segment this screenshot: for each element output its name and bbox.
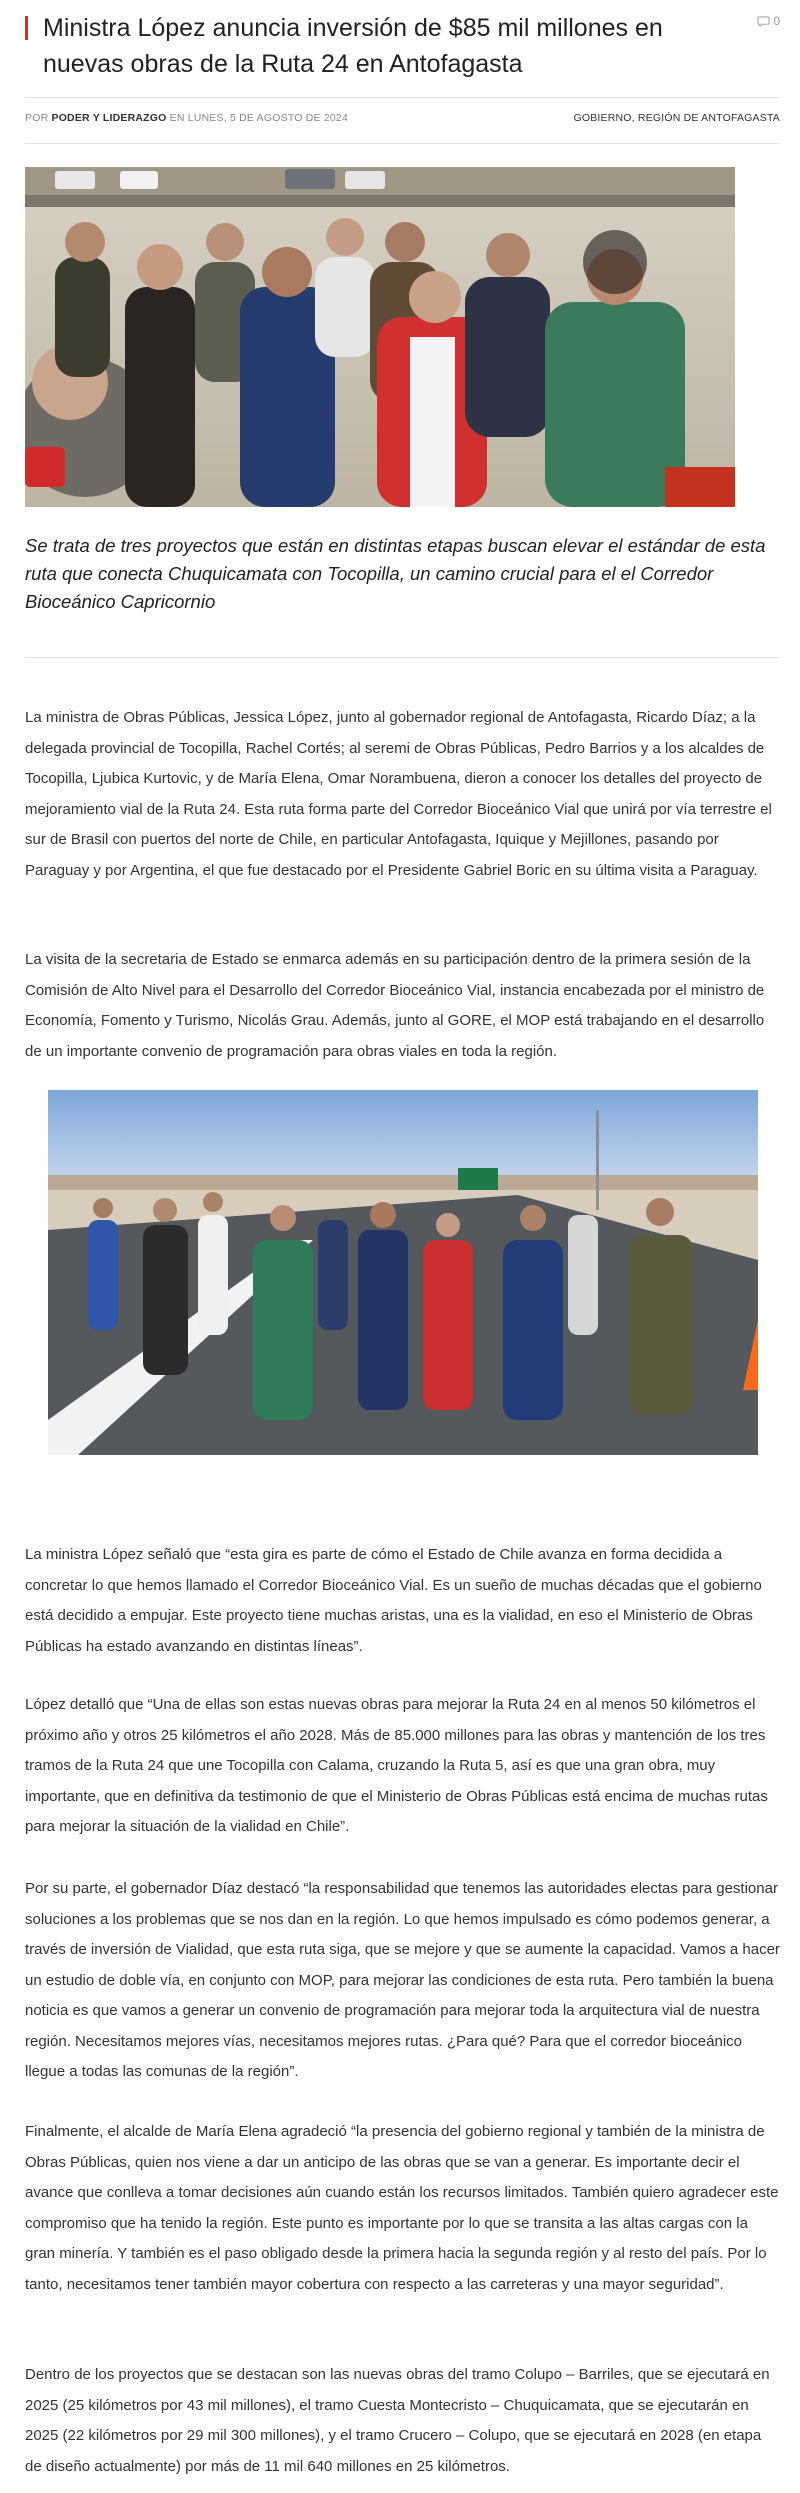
- officials-walking-photo: [48, 1090, 758, 1455]
- paragraph-5: Por su parte, el gobernador Díaz destacó “la responsabilidad que tenemos las autoridades electas para gestionar soluciones a los problemas que se nos dan en la región. Lo que hemos impulsado es cómo podemos generar, a través de inversión de Vialidad, que esta ruta siga, que se mejore y que se aumente la capacidad. Vamos a hacer un estudio de doble vía, en conjunto con MOP, para mejorar las condiciones de esta ruta. Pero también la buena noticia es que vamos a generar un convenio de programación para mejorar toda la arquitectura vial de nuestra región. Necesitamos mejores vías, necesitamos mejores rutas. ¿Para qué? Para que el corredor bioceánico llegue a todas las comunas de la región”.: [25, 1880, 780, 2080]
- author-link[interactable]: PODER Y LIDERAZGO: [51, 112, 167, 124]
- paragraph-2: La visita de la secretaria de Estado se enmarca además en su participación dentro de la primera sesión de la Comisión de Alto Nivel para el Desarrollo del Corredor Bioceánico Vial, instancia encabezada por el ministro de Economía, Fomento y Turismo, Nicolás Grau. Además, junto al GORE, el MOP está trabajando en el desarrollo de un importante convenio de programación para obras viales en toda la región.: [25, 951, 765, 1060]
- meta-date: EN LUNES, 5 DE AGOSTO DE 2024: [169, 112, 348, 124]
- paragraph-4: López detalló que “Una de ellas son estas nuevas obras para mejorar la Ruta 24 en al menos 50 kilómetros el próximo año y otros 25 kilómetros el año 2028. Más de 85.000 millones para las obras y mantención de los tres tramos de la Ruta 24 que une Tocopilla con Calama, cruzando la Ruta 5, así es que una gran obra, muy importante, que en definitiva da testimonio de que el Ministerio de Obras Públicas está encima de muchas rutas para mejorar la situación de la vialidad en Chile”.: [25, 1696, 768, 1835]
- comments-link[interactable]: [757, 14, 780, 28]
- officials-group-photo: [25, 167, 735, 507]
- article-title: Ministra López anuncia inversión de $85 mil millones en nuevas obras de la Ruta 24 en Antofagasta: [43, 14, 663, 78]
- caption-divider: [25, 657, 780, 658]
- paragraph-3: La ministra López señaló que “esta gira es parte de cómo el Estado de Chile avanza en forma decidida a concretar lo que hemos llamado el Corredor Bioceánico Vial. Es un sueño de muchas décadas que el gobierno está decidido a empujar. Este proyecto tiene muchas aristas, una es la vialidad, en eso el Ministerio de Obras Públicas ha estado avanzando en distintas líneas”.: [25, 1546, 762, 1655]
- article-meta: [25, 112, 780, 124]
- paragraph-6: Finalmente, el alcalde de María Elena agradeció “la presencia del gobierno regional y también de la ministra de Obras Públicas, quien nos viene a dar un anticipo de las obras que se van a generar. Es importante decir el avance que conlleva a tomar decisiones aún cuando están los recursos limitados. También quiero agradecer este compromiso que ha tenido la región. Este punto es importante por lo que se transita a las altas cargas con la gran minería. Y también es el paso obligado desde la primera hacia la segunda región y al resto del país. Por lo tanto, necesitamos tener también mayor cobertura con respecto a las carreteras y una mayor seguridad”.: [25, 2123, 779, 2293]
- category-links[interactable]: GOBIERNO, REGIÓN DE ANTOFAGASTA: [573, 112, 780, 124]
- meta-by-label: POR: [25, 112, 49, 124]
- comment-icon: [757, 16, 770, 27]
- paragraph-1: La ministra de Obras Públicas, Jessica López, junto al gobernador regional de Antofagasta, Ricardo Díaz; a la delegada provincial de Tocopilla, Rachel Cortés; al seremi de Obras Públicas, Pedro Barrios y a los alcaldes de Tocopilla, Ljubica Kurtovic, y de María Elena, Omar Norambuena, dieron a conocer los detalles del proyecto de mejoramiento vial de la Ruta 24. Esta ruta forma parte del Corredor Bioceánico Vial que unirá por vía terrestre el sur de Brasil con puertos del norte de Chile, en particular Antofagasta, Iquique y Mejillones, pasando por Paraguay y por Argentina, el que fue destacado por el Presidente Gabriel Boric en su última visita a Paraguay.: [25, 709, 772, 879]
- comment-count: 0: [773, 14, 780, 28]
- title-accent-bar: [25, 16, 28, 40]
- header-divider: [25, 97, 780, 98]
- photo-caption: Se trata de tres proyectos que están en distintas etapas buscan elevar el estándar de esta ruta que conecta Chuquicamata con Tocopilla, un camino crucial para el el Corredor Bioceánico Capricornio: [25, 535, 766, 612]
- paragraph-7: Dentro de los proyectos que se destacan son las nuevas obras del tramo Colupo – Barriles, que se ejecutará en 2025 (25 kilómetros por 43 mil millones), el tramo Cuesta Montecristo – Chuquicamata, que se ejecutarán en 2025 (22 kilómetros por 29 mil 300 millones), y el tramo Crucero – Colupo, que se ejecutará en 2028 (en etapa de diseño actualmente) por más de 11 mil 640 millones en 25 kilómetros.: [25, 2366, 770, 2475]
- meta-divider: [25, 143, 780, 144]
